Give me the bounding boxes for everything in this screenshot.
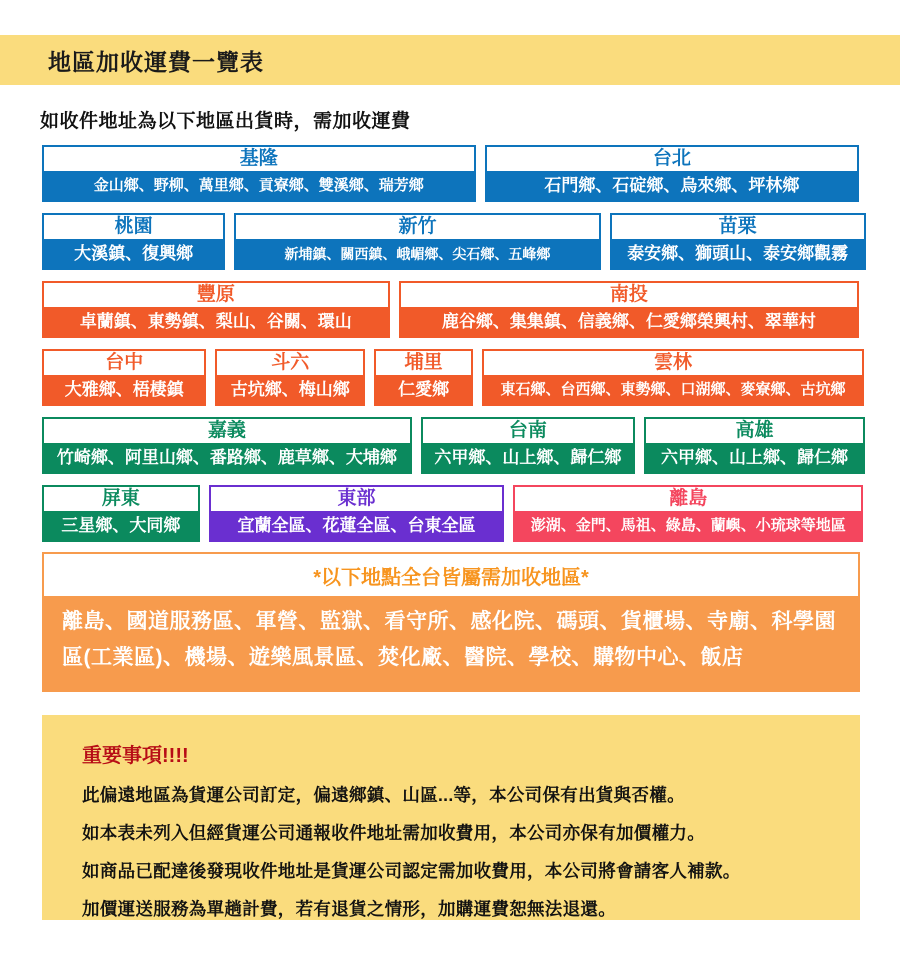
region-block	[399, 281, 860, 338]
region-areas: 大雅鄉、梧棲鎮	[44, 376, 204, 404]
region-areas: 石門鄉、石碇鄉、烏來鄉、坪林鄉	[487, 172, 858, 200]
region-name: 南投	[401, 283, 858, 308]
region-areas: 六甲鄉、山上鄉、歸仁鄉	[423, 444, 633, 472]
region-name: 東部	[211, 487, 502, 512]
region-areas: 東石鄉、台西鄉、東勢鄉、口湖鄉、麥寮鄉、古坑鄉	[484, 376, 862, 404]
region-block	[215, 349, 365, 406]
note-line: 此偏遠地區為貨運公司訂定，偏遠鄉鎮、山區...等，本公司保有出貨與否權。	[82, 785, 685, 805]
region-areas: 卓蘭鎮、東勢鎮、梨山、谷關、環山	[44, 308, 388, 336]
region-name: 基隆	[44, 147, 474, 172]
region-name: 桃園	[44, 215, 223, 240]
region-areas: 六甲鄉、山上鄉、歸仁鄉	[646, 444, 863, 472]
region-block	[209, 485, 504, 542]
title-band	[0, 35, 900, 85]
notes-lines	[82, 782, 820, 921]
region-block	[374, 349, 473, 406]
region-block	[42, 145, 476, 202]
region-name: 斗六	[217, 351, 363, 376]
region-block	[421, 417, 635, 474]
region-block	[513, 485, 863, 542]
region-name: 豐原	[44, 283, 388, 308]
region-areas: 三星鄉、大同鄉	[44, 512, 198, 540]
region-areas: 仁愛鄉	[376, 376, 471, 404]
region-block	[485, 145, 860, 202]
surcharge-all-block	[42, 552, 860, 692]
notes-block	[42, 715, 860, 920]
region-areas: 古坑鄉、梅山鄉	[217, 376, 363, 404]
region-areas: 泰安鄉、獅頭山、泰安鄉觀霧	[612, 240, 864, 268]
surcharge-all-title: *以下地點全台皆屬需加收地區*	[44, 554, 858, 596]
region-name: 台中	[44, 351, 204, 376]
region-areas: 大溪鎮、復興鄉	[44, 240, 223, 268]
region-block	[42, 349, 206, 406]
region-areas: 宜蘭全區、花蓮全區、台東全區	[211, 512, 502, 540]
region-areas: 澎湖、金門、馬祖、綠島、蘭嶼、小琉球等地區	[515, 512, 861, 540]
region-name: 離島	[515, 487, 861, 512]
note-line: 如本表未列入但經貨運公司通報收件地址需加收費用，本公司亦保有加價權力。	[82, 823, 705, 843]
region-name: 高雄	[646, 419, 863, 444]
region-name: 台北	[487, 147, 858, 172]
region-name: 埔里	[376, 351, 471, 376]
note-line: 如商品已配達後發現收件地址是貨運公司認定需加收費用，本公司將會請客人補款。	[82, 861, 741, 881]
region-areas: 竹崎鄉、阿里山鄉、番路鄉、鹿草鄉、大埔鄉	[44, 444, 410, 472]
region-block	[610, 213, 866, 270]
surcharge-all-body: 離島、國道服務區、軍營、監獄、看守所、感化院、碼頭、貨櫃場、寺廟、科學園區(工業區)、機場、遊樂風景區、焚化廠、醫院、學校、購物中心、飯店	[44, 596, 858, 690]
region-block	[42, 485, 200, 542]
region-table	[42, 145, 860, 542]
region-row	[42, 485, 860, 542]
notes-title: 重要事項!!!!	[82, 745, 189, 767]
region-row	[42, 213, 860, 270]
region-block	[42, 281, 390, 338]
region-row	[42, 417, 860, 474]
region-name: 新竹	[236, 215, 598, 240]
region-name: 屏東	[44, 487, 198, 512]
region-block	[482, 349, 864, 406]
region-areas: 新埔鎮、關西鎮、峨嵋鄉、尖石鄉、五峰鄉	[236, 240, 598, 268]
region-name: 台南	[423, 419, 633, 444]
region-name: 雲林	[484, 351, 862, 376]
region-areas: 金山鄉、野柳、萬里鄉、貢寮鄉、雙溪鄉、瑞芳鄉	[44, 172, 474, 200]
region-name: 嘉義	[44, 419, 410, 444]
region-block	[234, 213, 600, 270]
region-block	[42, 213, 225, 270]
region-name: 苗栗	[612, 215, 864, 240]
subtitle: 如收件地址為以下地區出貨時，需加收運費	[40, 111, 411, 132]
region-block	[644, 417, 865, 474]
region-row	[42, 349, 860, 406]
region-areas: 鹿谷鄉、集集鎮、信義鄉、仁愛鄉榮興村、翠華村	[401, 308, 858, 336]
page-title: 地區加收運費一覽表	[48, 48, 264, 75]
note-line: 加價運送服務為單趟計費，若有退貨之情形，加購運費恕無法退還。	[82, 899, 616, 919]
region-row	[42, 281, 860, 338]
region-row	[42, 145, 860, 202]
region-block	[42, 417, 412, 474]
